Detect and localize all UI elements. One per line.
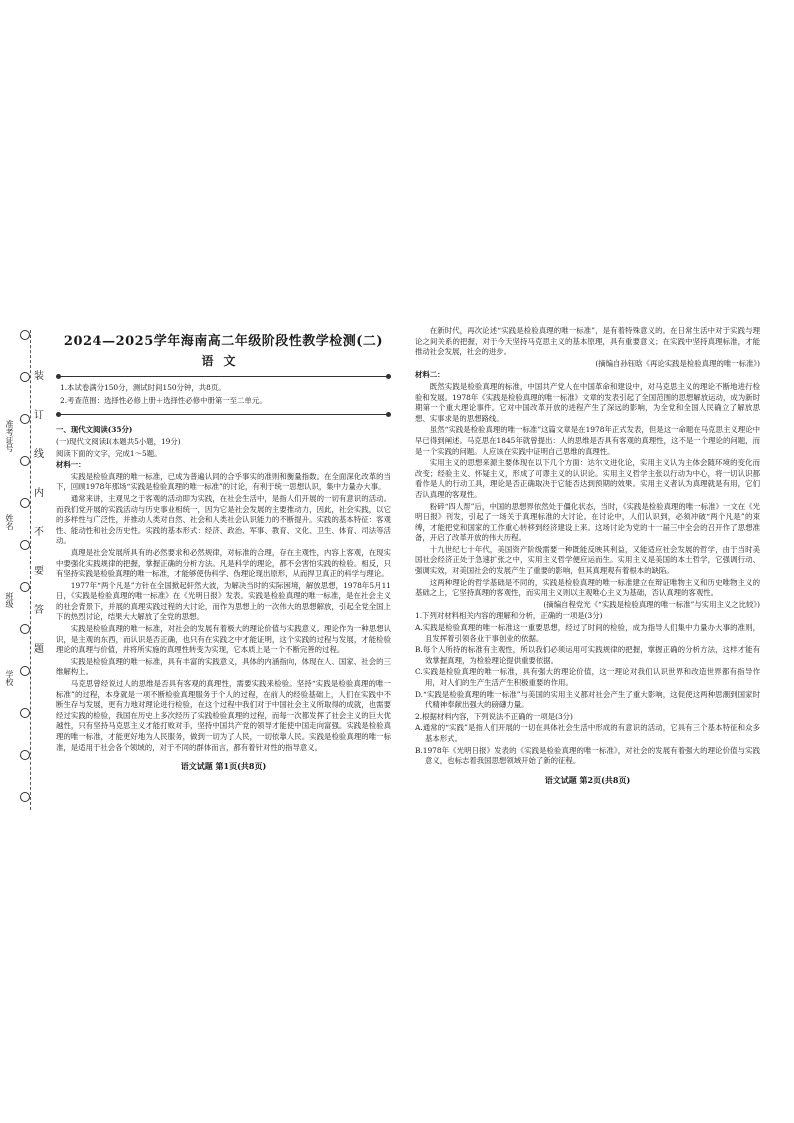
binding-hole	[20, 540, 30, 550]
exam-notes	[60, 383, 387, 406]
paragraph: 在新时代，再次论述“实践是检验真理的唯一标准”，是有着特殊意义的。在日常生活中对于实践与理论之间关系的把握，对于今天坚持马克思主义的基本原理，具有重要意义；在实践中坚持真理标准，才能推动社会发展，社会的进步。	[415, 326, 760, 357]
binding-char: 订	[34, 410, 44, 421]
divider	[56, 414, 391, 415]
binding-hole	[20, 456, 30, 466]
binding-char: 不	[34, 527, 44, 538]
binding-char: 要	[34, 566, 44, 577]
label-exam-number: 准考证号	[5, 420, 14, 452]
page-footer: 语文试题 第2页(共8页)	[544, 774, 631, 785]
section-heading: 一、现代文阅读(35分)	[56, 425, 133, 435]
label-name: 姓名	[5, 514, 14, 530]
paragraph: 实践是检验真理的唯一标准，具有丰富的实践意义，具体的内涵指向，体现在人、国家、社会的三维解构上。	[56, 656, 391, 677]
reading-instruction: 阅读下面的文字，完成1～5题。	[56, 448, 162, 458]
binding-hole	[20, 414, 30, 424]
paragraph: 十九世纪七十年代，美国资产阶级需要一种既能反映其利益，又能适应社会发展的哲学，由于当时美国社会经济正处于急速扩张之中，实用主义哲学便应运而生。实用主义是美国的本土哲学，它强调行动、强调实效，对美国社会的发展产生了重要的影响，但其真理观有着根本的缺陷。	[415, 544, 760, 576]
label-class: 班级	[5, 592, 14, 608]
option-a: A.通常的“实践”是指人们开展的一切在具体社会生活中形成的有意识的活动，它具有三个基本特征和众多基本形式。	[415, 723, 760, 743]
note-item: 1.本试卷满分150分，测试时间150分钟，共8页。	[60, 383, 226, 393]
binding-hole	[20, 624, 30, 634]
binding-hole	[20, 792, 30, 802]
paragraph: 实践是检验真理的唯一标准，已成为普遍认同的合乎事实的准则和衡量指数。在全面深化改革的当下，回顾1978年那场“实践是检验真理的唯一标准”的讨论，有利于统一思想认识，集中力量办大事。	[56, 471, 391, 492]
binding-hole	[20, 708, 30, 718]
source-citation: (摘编自孙钰晗《再论实践是检验真理的唯一标准》)	[595, 358, 760, 368]
option-c: C.实践是检验真理的唯一标准，具有强大的理论价值，这一理论对我们认识世界和改造世界都有指导作用，对人们的生产生活产生积极重要的作用。	[415, 667, 760, 687]
source-citation: (摘编自程党光《“实践是检验真理的唯一标准”与实用主义之比较》)	[543, 599, 760, 609]
binding-hole	[20, 372, 30, 382]
paragraph: 通常来讲，主观见之于客观的活动即为实践，在社会生活中，是指人们开展的一切有意识的活动。而我们党开展的实践活动与历史事业相统一，因为它是社会发展的主要推动力，因此，社会实践，以它的多样性与广泛性，并推动人类对自然、社会和人类社会认识能力的不断提升。实践的基本特征：客观性、能动性和社会历史性。实践的基本形式：经济、政治、军事、教育、文化、卫生、体育、司法等活动。	[56, 493, 391, 546]
divider-dot	[56, 412, 61, 417]
binding-char: 线	[34, 449, 44, 460]
paragraph: 这两种理论的哲学基础是不同的，实践是检验真理的唯一标准建立在辩证唯物主义和历史唯物主义的基础之上，它坚持真理的客观性，而实用主义则以主观唯心主义为基础，否认真理的客观性。	[415, 577, 760, 598]
exam-subject: 语文	[201, 353, 246, 368]
option-a: A.实践是检验真理的唯一标准这一重要思想，经过了时间的检验，成为指导人们集中力量办大事的准则，且发挥着引领各业干事创业的依据。	[415, 623, 760, 643]
divider-dot	[386, 412, 391, 417]
binding-char: 装	[34, 371, 44, 382]
student-info-labels	[4, 420, 16, 748]
paragraph: 虽然“实践是检验真理的唯一标准”这篇文章是在1978年正式发表，但是这一命题在马克思主义理论中早已得到阐述。马克思在1845年就曾提出：人的思维是否具有客观的真理性，这不是一个理论的问题，而是一个实践的问题。人应该在实践中证明自己思维的真理性。	[415, 425, 760, 456]
option-d: D.“实践是检验真理的唯一标准”与美国的实用主义都对社会产生了重大影响，这促使这两种思潮到国家时代精神奉献出强大的磅礴力量。	[415, 689, 760, 710]
material-label: 材料二：	[415, 370, 445, 380]
exam-page-1	[56, 325, 391, 772]
binding-hole	[20, 750, 30, 760]
divider	[56, 376, 391, 377]
exam-title: 2024—2025学年海南高二年级阶段性教学检测(二)	[63, 334, 384, 349]
binding-hole	[20, 330, 30, 340]
divider-dot	[56, 374, 61, 379]
page-footer: 语文试题 第1页(共8页)	[180, 761, 267, 772]
binding-warning-text	[34, 370, 46, 682]
binding-hole	[20, 582, 30, 592]
binding-char: 答	[34, 605, 44, 616]
paragraph: 粉碎“四人帮”后，中国的思想界依然处于僵化状态，当时，《实践是检验真理的唯一标准》一文在《光明日报》刊发，引起了一场关于真理标准的大讨论。在讨论中，人们认识到，必须冲破“两个凡是”的束缚，才能把党和国家的工作重心转移到经济建设上来。这场讨论为党的十一届三中全会的召开作了思想准备，开启了改革开放的伟大历程。	[415, 501, 760, 543]
divider-dot	[386, 374, 391, 379]
subsection-heading: (一)现代文阅读Ⅰ(本题共5小题，19分)	[56, 436, 181, 446]
paragraph: 马克思曾经说过人的思维是否具有客观的真理性，需要实践来检验。坚持“实践是检验真理的唯一标准”的过程，本身就是一项不断检验真理服务于个人的过程，在前人的经验基础上，人们在实践中不断生存与发展，更有力地对理论进行检验，在这个过程中我们对于中国社会主义所取得的成就，也需要经过实践的检验，我国在历史上多次经历了实践检验真理的过程，而每一次都发挥了社会主义的巨大优越性，只有坚持马克思主义才能打败对手，坚持中国共产党的领导才能使中国走向富强。实践是检验真理的唯一标准，才能更好地为人民服务，做到一切为了人民，一切依靠人民。实践是检验真理的唯一标准，是适用于社会各个领域的，对于不同的群体而言，都有着针对性的指导意义。	[56, 679, 391, 752]
paragraph: 1977年“两个凡是”方针在全国掀起轩然大波，为解决当时的实际困境，解放思想，1978年5月11日，《实践是检验真理的唯一标准》在《光明日报》发表。实践是检验真理的唯一标准，是在社会主义的社会背景下，并展的真理实践过程的大讨论，而作为思想上的一次伟大的思想解放，引起全党全国上下的热烈讨论，结果大大解放了全党的思想。	[56, 580, 391, 622]
paragraph: 既然实践是检验真理的标准，中国共产党人在中国革命和建设中，对马克思主义的理论不断地进行检验和发展。1978年《实践是检验真理的唯一标准》文章的发表引起了全国范围的思想解放运动，成为新时期第一个重大理论事件。它对中国改革开放的进程产生了深远的影响，为全党和全国人民确立了解放思想、实事求是的思想路线。	[415, 381, 760, 423]
binding-char: 内	[34, 488, 44, 499]
label-school: 学校	[5, 670, 14, 686]
material-label: 材料一：	[56, 460, 86, 470]
option-b: B.每个人所持的标准有主观性，所以我们必须运用可实践规律的把握，掌握正确的分析方法，这样才能有效掌握真理，为检验理论提供重要依据。	[415, 645, 760, 665]
note-item: 2.考查范围：选择性必修上册＋选择性必修中册第一至二单元。	[60, 395, 267, 405]
binding-hole	[20, 498, 30, 508]
exam-page-2	[415, 325, 760, 785]
paragraph: 实践是检验真理的唯一标准，对社会的发展有着极大的理论价值与实践意义。理论作为一种思想认识，是主观的东西，而认识是否正确，也只有在实践之中才能证明，这个实践的过程与发展，才能检验理论的真理与价值，并将所实施的真理性转变为实现，它本质上是一个不断完善的过程。	[56, 624, 391, 655]
binding-holes	[20, 330, 34, 834]
option-b: B.1978年《光明日报》发表的《实践是检验真理的唯一标准》，对社会的发展有着强大的理论价值与实践意义，也标志着我国思想领域开始了新的征程。	[415, 745, 760, 766]
binding-char: 题	[34, 644, 44, 655]
question-2: 2.根据材料内容，下列说法不正确的一项是(3分)	[415, 711, 573, 721]
paragraph: 真理是社会发展所具有的必然要求和必然规律，对标准的合理，存在主观性，内容上客观，在现实中要强化实践规律的把握，掌握正确的分析方法。凡是科学的理论，都不会害怕实践的检验。相反，只有坚持实践是检验真理的唯一标准，才能够使伪科学、伪理论现出原形，从而捍卫真正的科学与理论。	[56, 547, 391, 579]
paragraph: 实用主义的思想来源主要体现在以下几个方面：达尔文进化论，实用主义认为主体会随环境的变化而改变；经验主义、怀疑主义，形成了可谬主义的认识论。实用主义哲学主张以行动为中心，将一切认识都看作是人的行动工具，理论是否正确取决于它能否达到预期的效果。实用主义者认为真理就是有用，它们否认真理的客观性。	[415, 458, 760, 499]
binding-hole	[20, 666, 30, 676]
question-1: 1.下列对材料相关内容的理解和分析，正确的一项是(3分)	[415, 611, 603, 621]
